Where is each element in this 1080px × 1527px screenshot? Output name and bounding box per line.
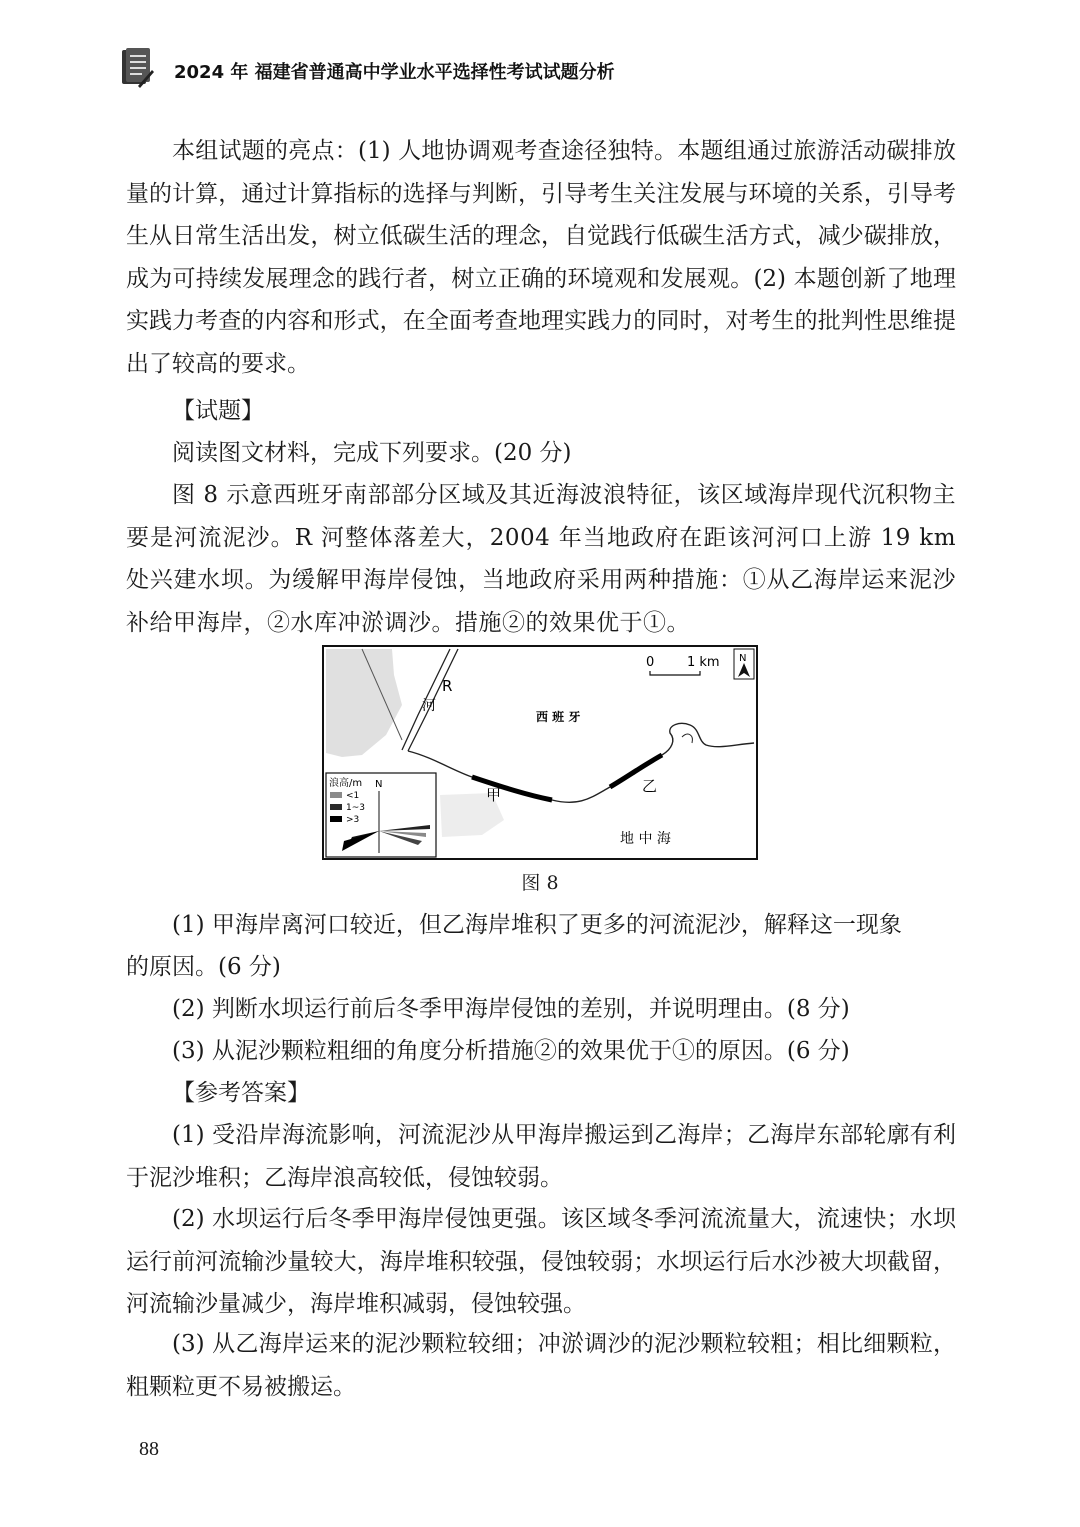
header-title: 2024 年 福建省普通高中学业水平选择性考试试题分析	[174, 62, 615, 83]
legend-title: 浪高/m	[329, 778, 363, 789]
figure-caption: 图 8	[521, 872, 559, 894]
river-letter-r: R	[442, 677, 453, 695]
answer-2: (2) 水坝运行后冬季甲海岸侵蚀更强。该区域冬季河流流量大，流速快；水坝运行前河流输沙量较大，海岸堆积较强，侵蚀较弱；水坝运行后水沙被大坝截留，河流输沙量减少，海岸堆积减弱，侵蚀较强。	[126, 1206, 956, 1317]
answer-label: 【参考答案】	[172, 1080, 310, 1106]
sea-label: 地 中 海	[620, 831, 671, 847]
question-item-1-cont: 的原因。(6 分)	[126, 954, 281, 980]
scale-km: 1 km	[687, 655, 720, 670]
country-label: 西 班 牙	[536, 710, 581, 724]
legend-mid: 1~3	[346, 803, 365, 813]
question-instruction: 阅读图文材料，完成下列要求。(20 分)	[172, 440, 572, 466]
legend-swatch-high	[330, 816, 342, 822]
river-char: 河	[422, 698, 436, 714]
page-number: 88	[139, 1438, 159, 1460]
coast-yi-label: 乙	[642, 777, 658, 795]
legend-low: <1	[346, 791, 360, 801]
answer-3: (3) 从乙海岸运来的泥沙颗粒较细；冲淤调沙的泥沙颗粒较粗；相比细颗粒，粗颗粒更不易被搬运。	[126, 1331, 956, 1400]
legend-north: N	[375, 779, 383, 790]
question-item-1: (1) 甲海岸离河口较近，但乙海岸堆积了更多的河流泥沙，解释这一现象	[172, 912, 902, 938]
question-item-2: (2) 判断水坝运行前后冬季甲海岸侵蚀的差别，并说明理由。(8 分)	[172, 996, 850, 1022]
coast-jia-label: 甲	[486, 786, 502, 804]
figure-8-map	[322, 645, 758, 860]
legend-swatch-mid	[330, 804, 342, 810]
answer-1: (1) 受沿岸海流影响，河流泥沙从甲海岸搬运到乙海岸；乙海岸东部轮廓有利于泥沙堆积；乙海岸浪高较低，侵蚀较弱。	[126, 1122, 956, 1191]
intro-paragraph: 本组试题的亮点：(1) 人地协调观考查途径独特。本题组通过旅游活动碳排放量的计算，通过计算指标的选择与判断，引导考生关注发展与环境的关系，引导考生从日常生活出发，树立低碳生活的理念，自觉践行低碳生活方式，减少碳排放，成为可持续发展理念的践行者，树立正确的环境观和发展观。(2) 本题创新了地理实践力考查的内容和形式，在全面考查地理实践力的同时，对考生的批判性思维提出了较高的要求。	[126, 138, 956, 377]
question-item-3: (3) 从泥沙颗粒粗细的角度分析措施②的效果优于①的原因。(6 分)	[172, 1038, 850, 1064]
book-icon	[118, 46, 154, 88]
legend-swatch-low	[330, 792, 342, 798]
question-label: 【试题】	[172, 398, 264, 424]
page-header	[118, 44, 1018, 94]
north-label: N	[739, 653, 747, 664]
scale-zero: 0	[646, 655, 655, 670]
legend-high: >3	[346, 815, 360, 825]
question-material: 图 8 示意西班牙南部部分区域及其近海波浪特征，该区域海岸现代沉积物主要是河流泥沙。R 河整体落差大，2004 年当地政府在距该河河口上游 19 km 处兴建水坝。为缓解甲海岸侵蚀，当地政府采用两种措施：①从乙海岸运来泥沙补给甲海岸，②水库冲淤调沙。措施②的效果优于①。	[126, 482, 956, 636]
